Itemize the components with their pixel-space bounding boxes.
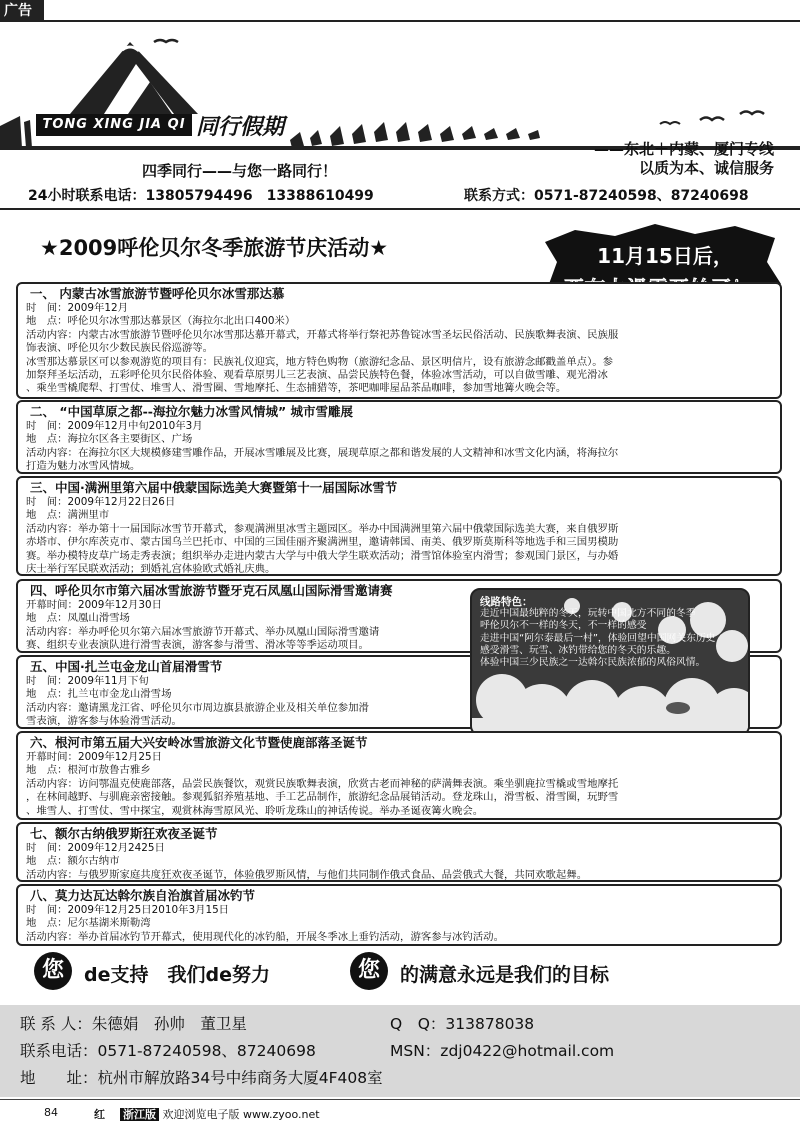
section-line: 、乘坐雪橇爬犁、打雪仗、堆雪人、滑雪圈、雪地摩托、生态捕猎等，茶吧咖啡屋品茶品咖啡，参加雪地篝火晚会等。 bbox=[26, 382, 567, 395]
header-divider bbox=[0, 208, 800, 210]
ad-tag: 广告 bbox=[0, 0, 44, 22]
slogan-right: 的满意永远是我们的目标 bbox=[400, 964, 610, 986]
section-line: 时 间：2009年12月25日2010年3月15日 bbox=[26, 904, 230, 916]
section-line: 地 点：额尔古纳市 bbox=[26, 855, 120, 868]
route-features bbox=[480, 596, 730, 669]
section-title: 五、中国·扎兰屯金龙山首届滑雪节 bbox=[30, 659, 223, 674]
section-line: 地 点：海拉尔区各主要街区、广场 bbox=[26, 433, 193, 446]
section-title: 三、中国·满洲里第六届中俄蒙国际选美大赛暨第十一届国际冰雪节 bbox=[30, 480, 398, 495]
section-line: 地 点：满洲里市 bbox=[26, 509, 110, 522]
routes-line: ——东北＋内蒙、厦门专线 bbox=[593, 140, 774, 158]
footer-line bbox=[120, 1106, 320, 1122]
section-line: 活动内容：邀请黑龙江省、呼伦贝尔市周边旗县旅游企业及相关单位参加滑 bbox=[26, 701, 369, 714]
footer-brand: 红 bbox=[94, 1108, 105, 1121]
section-line: 冰雪那达慕景区可以参观游览的项目有：民族礼仪迎宾，地方特色购物（旅游纪念品、景区明信片，设有旅游念邮戳盖单点）。参 bbox=[26, 355, 614, 368]
section-line: 、堆雪人、打雪仗、雪中探宝，观赏林海雪原风光、聆听龙珠山的神话传说。举办圣诞夜篝火晚会。 bbox=[26, 804, 484, 817]
page-title: ★2009呼伦贝尔冬季旅游节庆活动★ bbox=[40, 236, 389, 260]
edition-tag: 浙江版 bbox=[120, 1108, 159, 1121]
nin-badge-icon: 您 bbox=[34, 952, 72, 990]
section-line: 赛。举办模特皮草广场走秀表演；组织举办走进内蒙古大学与中俄大学生联欢活动；滑雪馆体验室内滑雪；参观国门景区，与办婚 bbox=[26, 549, 619, 562]
section-line: 时 间：2009年11月下旬 bbox=[26, 675, 149, 687]
section-line: 活动内容：举办呼伦贝尔第六届冰雪旅游节开幕式、举办凤凰山国际滑雪邀请 bbox=[26, 625, 380, 638]
section-line: 时 间：2009年12月 bbox=[26, 302, 129, 314]
section-line: 活动内容：内蒙古冰雪旅游节暨呼伦贝尔冰雪那达慕开幕式，开幕式将举行祭祀苏鲁锭冰雪圣坛民俗活动、民族歌舞表演、民族服 bbox=[26, 328, 619, 341]
promo-line: 11月15日后， bbox=[597, 244, 733, 268]
event-section bbox=[16, 476, 782, 576]
route-feature-line: 体验中国三少民族之一达斡尔民族浓郁的风俗风情。 bbox=[480, 657, 706, 669]
routes-block bbox=[560, 140, 774, 178]
contact-people: 联 系 人：朱德娟 孙帅 董卫星 bbox=[20, 1015, 247, 1033]
section-line: 活动内容：与俄罗斯家庭共度狂欢夜圣诞节，体验俄罗斯风情，与他们共同制作俄式食品、品尝俄式大餐，共同欢歌起舞。 bbox=[26, 868, 588, 881]
header-slogan: 四季同行——与您一路同行！ bbox=[142, 162, 338, 180]
route-features-heading: 线路特色： bbox=[480, 596, 533, 608]
contact-phone: 联系电话：0571-87240598、87240698 bbox=[20, 1042, 316, 1060]
event-section bbox=[16, 400, 782, 474]
section-line: 时 间：2009年12月2425日 bbox=[26, 842, 165, 854]
section-line: 地 点：凤凰山滑雪场 bbox=[26, 612, 130, 625]
section-line: ，在林间越野、与驯鹿亲密接触。参观狐貂养殖基地、手工艺品制作，旅游纪念品展销活动。登龙珠山，滑雪板、滑雪圈，玩野雪 bbox=[26, 791, 619, 804]
event-section bbox=[16, 731, 782, 820]
footer-text: 欢迎浏览电子版 www.zyoo.net bbox=[162, 1108, 320, 1121]
section-line: 庆士举行军民联欢活动；到婚礼宫体验欧式婚礼庆典。 bbox=[26, 563, 276, 576]
section-line: 饰表演、呼伦贝尔少数民族民俗巡游等。 bbox=[26, 342, 214, 355]
hotline: 24小时联系电话：13805794496 13388610499 bbox=[28, 188, 374, 204]
event-section bbox=[16, 822, 782, 882]
brand-name: 同行假期 bbox=[196, 115, 285, 140]
section-line: 赤塔市、伊尔库茨克市、蒙古国乌兰巴托市、中国的三国佳丽齐聚满洲里，邀请韩国、南美、俄罗斯莫斯科等地选手和三国男模助 bbox=[26, 536, 619, 549]
section-line: 地 点：根河市敖鲁古雅乡 bbox=[26, 764, 151, 777]
route-feature-line: 感受滑雪、玩雪、冰钓带给您的冬天的乐趣。 bbox=[480, 644, 676, 656]
section-line: 时 间：2009年12月22日26日 bbox=[26, 496, 176, 508]
section-title: 八、莫力达瓦达斡尔族自治旗首届冰钓节 bbox=[30, 888, 256, 903]
section-line: 活动内容：访问鄂温克使鹿部落，品尝民族餐饮，观赏民族歌舞表演，欣赏古老而神秘的萨满舞表演。乘坐驯鹿拉雪橇或雪地摩托 bbox=[26, 777, 619, 790]
section-line: 时 间：2009年12月中旬2010年3月 bbox=[26, 420, 203, 432]
route-feature-line: 呼伦贝尔不一样的冬天，不一样的感受 bbox=[480, 620, 647, 632]
section-line: 活动内容：举办第十一届国际冰雪节开幕式，参观满洲里冰雪主题园区。举办中国满洲里第六届中俄蒙国际选美大赛，来自俄罗斯 bbox=[26, 522, 619, 535]
section-line: 开幕时间：2009年12月25日 bbox=[26, 751, 163, 763]
contact-address: 地 址：杭州市解放路34号中纬商务大厦4F408室 bbox=[20, 1069, 383, 1087]
route-feature-line: 走近中国最纯粹的冬天，玩转中国北方不同的冬季 bbox=[480, 608, 696, 620]
section-title: 二、 “中国草原之都--海拉尔魅力冰雪风情城” 城市雪雕展 bbox=[30, 404, 354, 419]
section-line: 地 点：尼尔基湖米斯勒湾 bbox=[26, 917, 151, 930]
section-title: 七、额尔古纳俄罗斯狂欢夜圣诞节 bbox=[30, 826, 218, 841]
section-line: 加祭拜圣坛活动，五彩呼伦贝尔民俗体验、观看草原男儿三艺表演、品尝民族特色餐，体验冰雪活动，可以自做雪雕、观光滑冰 bbox=[26, 369, 608, 382]
logo-plate: TONG XING JIA QI bbox=[36, 114, 192, 136]
section-line: 活动内容：在海拉尔区大规模修建雪雕作品，开展冰雪雕展及比赛，展现草原之都和谐发展的人文精神和冰雪文化内涵，将海拉尔 bbox=[26, 446, 619, 459]
nin-badge-icon: 您 bbox=[350, 952, 388, 990]
section-line: 地 点：呼伦贝尔冰雪那达慕景区（海拉尔北出口400米） bbox=[26, 315, 296, 328]
section-line: 打造为魅力冰雪风情城。 bbox=[26, 460, 141, 473]
contact-qq: Q Q：313878038 bbox=[390, 1015, 535, 1033]
header-contact: 联系方式：0571-87240598、87240698 bbox=[464, 188, 749, 204]
event-section bbox=[16, 884, 782, 946]
logo-mountain-icon bbox=[70, 36, 200, 116]
section-line: 开幕时间：2009年12月30日 bbox=[26, 599, 163, 611]
route-feature-line: 走进中国“阿尔泰最后一村”，体验回望中国网关东历史 bbox=[480, 632, 716, 644]
footer-divider bbox=[0, 1099, 800, 1100]
contact-msn: MSN：zdj0422@hotmail.com bbox=[390, 1042, 615, 1060]
event-section bbox=[16, 282, 782, 399]
section-title: 四、呼伦贝尔市第六届冰雪旅游节暨牙克石凤凰山国际滑雪邀请赛 bbox=[30, 583, 393, 598]
section-title: 一、 内蒙古冰雪旅游节暨呼伦贝尔冰雪那达慕 bbox=[30, 286, 285, 301]
section-line: 活动内容：举办首届冰钓节开幕式，使用现代化的冰钓船，开展冬季冰上垂钓活动，游客参与冰钓活动。 bbox=[26, 930, 504, 943]
section-line: 赛、组织专业表演队进行滑雪表演，游客参与滑雪、滑冰等等季运动项目。 bbox=[26, 639, 369, 652]
section-line: 雪表演，游客参与体验滑雪活动。 bbox=[26, 715, 182, 728]
page-number: 84 bbox=[44, 1106, 58, 1119]
routes-line: 以质为本、诚信服务 bbox=[638, 159, 774, 177]
slogan-left: de支持 我们de努力 bbox=[84, 964, 270, 986]
top-divider bbox=[44, 20, 800, 22]
section-title: 六、根河市第五届大兴安岭冰雪旅游文化节暨使鹿部落圣诞节 bbox=[30, 735, 368, 750]
section-line: 地 点：扎兰屯市金龙山滑雪场 bbox=[26, 688, 172, 701]
